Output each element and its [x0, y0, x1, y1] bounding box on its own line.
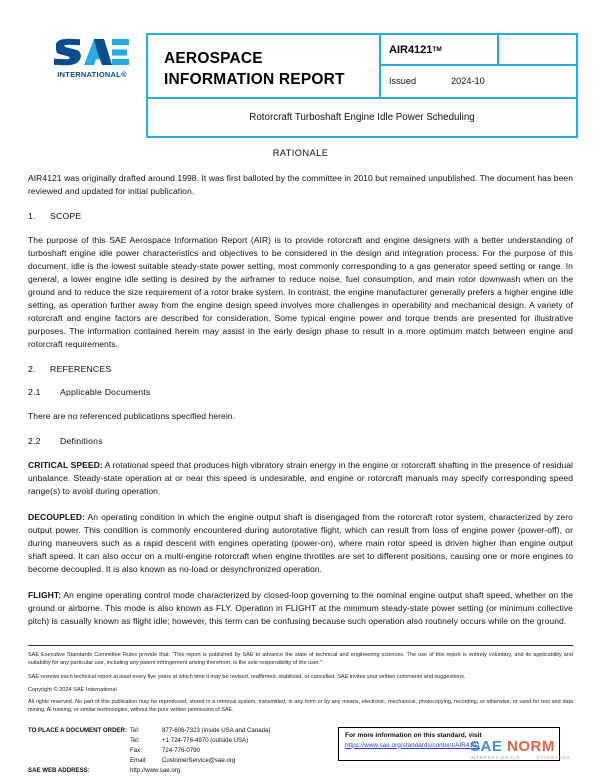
applicable-documents-number: 2.1	[28, 386, 41, 397]
contact-value: 724-776-0790	[162, 747, 200, 755]
contact-type: Fax:	[130, 747, 142, 755]
standard-url-link[interactable]: https://www.sae.org/standards/content/AIR4121	[345, 741, 480, 749]
definition-text: An operating condition in which the engine output shaft is disengaged from the rotorcraft rotor system, characterized by zero output power. This condition is commonly encountered during autorotative flight, which can result from loss of engine power (power-off), or during maneuvers such as a rapid descent with engines operating (power-on), where main rotor speed is driven higher than engine output shaft speed. It can also occur on a multi-engine rotorcraft when engine throttles are set to different positions, causing one or more engines to become decoupled. It is also known as no-load or desynchronized operation.	[28, 511, 573, 574]
definition-text: An engine operating control mode characterized by closed-loop governing to the nominal engine output shaft speed, whether on the ground or airborne. This mode is also known as FLY. Operation in FLIGHT at the minimum steady-state power setting (or minimum collective pitch) is casually known as flight idle; however, this term can be confusing because such operation also routinely occurs while on the ground.	[28, 589, 573, 626]
references-title: REFERENCES	[50, 363, 112, 374]
watermark-sub-right: STANDARDS	[536, 755, 571, 760]
header-revision-cell	[499, 35, 576, 64]
watermark-norm: NORM	[507, 738, 555, 755]
scope-title: SCOPE	[50, 210, 82, 221]
definition-term: CRITICAL SPEED:	[28, 459, 103, 470]
header-doc-number	[381, 35, 499, 64]
header-title-line1: AEROSPACE	[164, 50, 263, 68]
header-doc-type	[148, 35, 381, 97]
definition-text: A rotational speed that produces high vibratory strain energy in the engine or rotorcraft shafting in the presence of residual unbalance. Steady-state operation at or near this speed is undesirable, and engine or rotorcraft manuals may specify corresponding speed range(s) to avoid during operation.	[28, 459, 574, 496]
section-heading-applicable-documents	[28, 387, 573, 397]
definitions-number: 2.2	[28, 435, 41, 446]
header-issued-row	[381, 66, 576, 95]
contact-value: 877-606-7323 (inside USA and Canada)	[162, 727, 271, 734]
definition-flight	[28, 589, 573, 628]
rationale-text: AIR4121 was originally drafted around 1998. It was first balloted by the committee in 2010 but remained unpublished. The document has been reviewed and updated for initial publication.	[28, 173, 573, 196]
definitions-title: Definitions	[60, 435, 103, 446]
contact-spacer	[28, 736, 130, 746]
definition-decoupled	[28, 511, 573, 576]
document-footer	[28, 645, 573, 720]
contact-row	[28, 766, 348, 776]
header-title-line2: INFORMATION REPORT	[164, 70, 345, 88]
watermark-sae: SAE	[470, 738, 503, 755]
contact-value: +1 724-776-4970 (outside USA)	[162, 737, 249, 745]
header-subject-row	[148, 97, 576, 136]
footer-legal-statement-1: SAE Executive Standards Committee Rules provide that: “This report is published by SAE to advance the state of technical and engineering sciences. The use of this report is entirely voluntary, and its applicability and suitability for any particular use, including any patent infringement arising therefrom, is the sole responsibility of the user.”	[28, 652, 573, 667]
footer-copyright: Copyright © 2024 SAE International	[28, 686, 117, 693]
footer-divider	[28, 645, 573, 646]
contact-row	[28, 746, 348, 756]
footer-legal-statement-2: SAE reviews each technical report at least every five years at which time it may be revised, reaffirmed, stabilized, or cancelled. SAE invites your written comments and suggestions.	[28, 673, 466, 680]
document-subject: Rotorcraft Turboshaft Engine Idle Power Scheduling	[249, 112, 475, 123]
document-header	[0, 33, 600, 138]
contact-row	[28, 726, 348, 736]
rationale-heading: RATIONALE	[272, 148, 329, 158]
applicable-documents-body: There are no referenced publications specified herein.	[28, 410, 235, 421]
contact-email[interactable]: CustomerService@sae.org	[162, 757, 236, 765]
contact-spacer	[28, 746, 130, 756]
contact-information	[28, 726, 348, 776]
section-heading-definitions	[28, 436, 573, 446]
more-information-box	[338, 727, 560, 761]
contact-row	[28, 756, 348, 766]
order-label: TO PLACE A DOCUMENT ORDER:	[28, 727, 127, 734]
watermark-sub-left: INTERNATIONAL®	[470, 755, 521, 760]
contact-type: Tel:	[130, 737, 140, 745]
issued-label: Issued	[389, 75, 417, 86]
web-address-label: SAE WEB ADDRESS:	[28, 767, 90, 775]
applicable-documents-title: Applicable Documents	[60, 386, 151, 397]
trademark-mark: TM	[432, 46, 442, 53]
sae-logo-icon	[54, 38, 130, 68]
definition-term: FLIGHT:	[28, 589, 62, 600]
contact-row	[28, 736, 348, 746]
more-information-label: For more information on this standard, visit	[345, 732, 482, 739]
sae-logo	[0, 33, 146, 79]
scope-body: The purpose of this SAE Aerospace Information Report (AIR) is to provide rotorcraft and engine designers with a better understanding of turboshaft engine idle power characteristics and objectives to be considered in the design and integration process. For the purpose of this document, idle is the lowest suitable steady-state power setting, most commonly corresponding to a gas generator speed setting or range. In general, a lower engine idle setting is desired by the airframer to reduce noise, fuel consumption, and main rotor downwash when on the ground and to reduce the size requirement of a rotor brake system. In contrast, the engine manufacturer generally prefers a higher engine idle setting, as operation further away from the engine design speed involves more challenges in operability and mechanical design. A variety of rotorcraft and engine factors are described for consideration. Some typical engine power and torque trends are presented for illustrative purposes. The information contained herein may assist in the early design phase to result in a more optimum match between engine and rotorcraft requirements.	[28, 234, 573, 349]
contact-spacer	[28, 756, 130, 766]
definition-critical-speed	[28, 459, 573, 498]
doc-number-text: AIR4121	[389, 43, 433, 56]
scope-number: 1.	[28, 210, 36, 221]
document-body	[28, 148, 573, 641]
contact-type: Email:	[130, 757, 147, 765]
references-number: 2.	[28, 363, 36, 374]
footer-rights-reserved: All rights reserved. No part of this publication may be reproduced, stored in a retrieval system, transmitted, in any form or by any means, electronic, mechanical, photocopying, recording, or otherwise, or used for text and data mining, AI training, or similar technologies, without the prior written permission of SAE.	[28, 698, 573, 713]
issued-date: 2024-10	[451, 75, 485, 86]
sae-logo-subtext: INTERNATIONAL®	[57, 70, 127, 79]
web-address-value[interactable]: http://www.sae.org	[130, 767, 181, 775]
definition-term: DECOUPLED:	[28, 511, 86, 522]
contact-type: Tel:	[130, 727, 140, 734]
header-table	[146, 33, 578, 138]
section-heading-scope	[28, 211, 573, 221]
section-heading-references	[28, 364, 573, 374]
